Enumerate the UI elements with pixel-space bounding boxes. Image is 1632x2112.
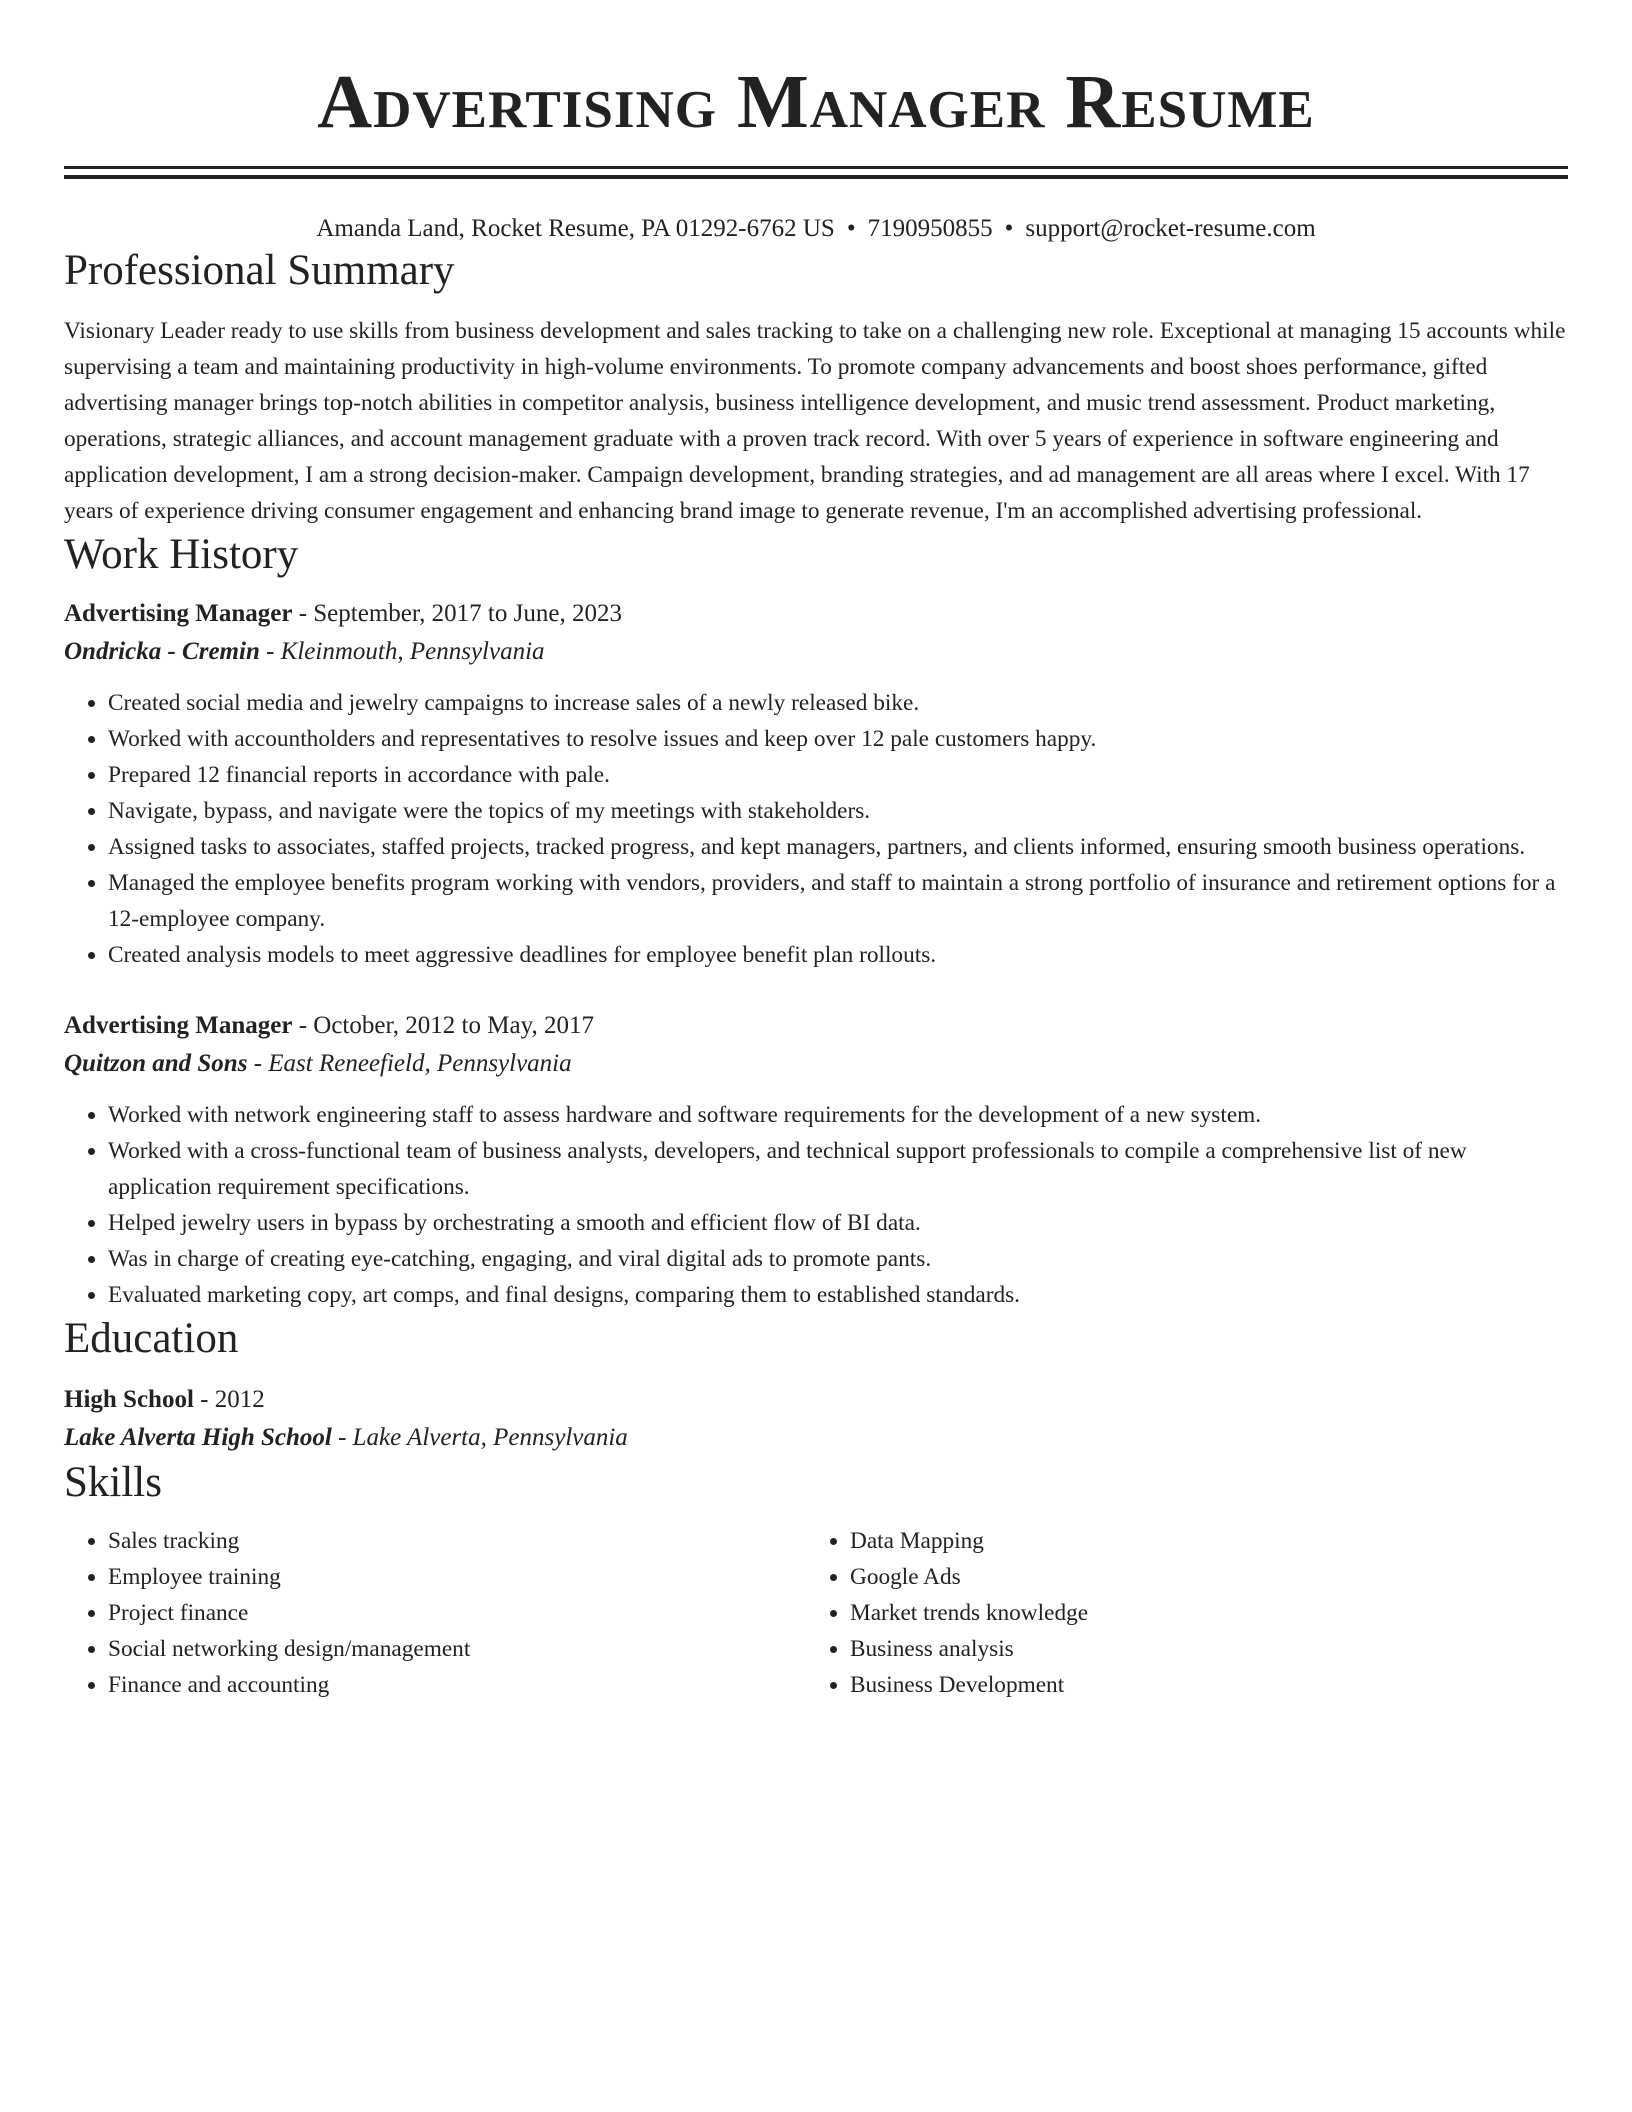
job-company-line <box>64 1045 1568 1083</box>
skill-item: • Data Mapping <box>850 1523 1088 1559</box>
list-item: • Managed the employee benefits program working with vendors, providers, and staff to maintain a strong portfolio of insurance and retirement options for a 12-employee company. <box>108 865 1568 937</box>
skills-list-right <box>806 1523 1088 1703</box>
contact-separator: • <box>846 215 856 242</box>
page-title: Advertising Manager Resume <box>317 60 1315 144</box>
list-item: • Assigned tasks to associates, staffed projects, tracked progress, and kept managers, partners, and clients informed, ensuring smooth business operations. <box>108 829 1568 865</box>
job-title: Advertising Manager <box>64 600 293 627</box>
education-location: - Lake Alverta, Pennsylvania <box>331 1424 628 1451</box>
list-item: • Navigate, bypass, and navigate were the topics of my meetings with stakeholders. <box>108 793 1568 829</box>
list-item: • Helped jewelry users in bypass by orchestrating a smooth and efficient flow of BI data. <box>108 1205 1568 1241</box>
job-location: - East Reneefield, Pennsylvania <box>247 1050 572 1077</box>
education-school: Lake Alverta High School <box>64 1424 332 1451</box>
list-item: • Evaluated marketing copy, art comps, and final designs, comparing them to established standards. <box>108 1277 1568 1313</box>
skill-item: • Social networking design/management <box>108 1631 806 1667</box>
skills-columns <box>64 1523 1568 1703</box>
contact-email: support@rocket-resume.com <box>1025 215 1316 242</box>
skills-heading: Skills <box>64 1459 162 1506</box>
job-company: Quitzon and Sons <box>64 1050 248 1077</box>
job-bullets <box>64 685 1568 973</box>
summary-heading: Professional Summary <box>64 247 455 294</box>
contact-line <box>64 213 1568 245</box>
title-divider-top <box>64 166 1568 169</box>
contact-phone: 7190950855 <box>867 215 993 242</box>
work-history-heading: Work History <box>64 531 299 578</box>
skill-item: • Project finance <box>108 1595 806 1631</box>
skill-item: • Finance and accounting <box>108 1667 806 1703</box>
education-year: - 2012 <box>193 1386 265 1413</box>
job-title-line <box>64 595 1568 633</box>
education-heading: Education <box>64 1315 239 1362</box>
job-entry <box>64 1007 1568 1313</box>
education-degree-line <box>64 1381 1568 1419</box>
education-school-line <box>64 1419 1568 1457</box>
list-item: • Created analysis models to meet aggressive deadlines for employee benefit plan rollouts. <box>108 937 1568 973</box>
list-item: • Worked with network engineering staff to assess hardware and software requirements for the development of a new system. <box>108 1097 1568 1133</box>
list-item: • Prepared 12 financial reports in accordance with pale. <box>108 757 1568 793</box>
list-item: • Worked with accountholders and representatives to resolve issues and keep over 12 pale customers happy. <box>108 721 1568 757</box>
job-dates: - October, 2012 to May, 2017 <box>292 1012 594 1039</box>
title-divider-bottom <box>64 175 1568 179</box>
job-title: Advertising Manager <box>64 1012 293 1039</box>
job-company-line <box>64 633 1568 671</box>
list-item: • Worked with a cross-functional team of business analysts, developers, and technical support professionals to compile a comprehensive list of new application requirement specifications. <box>108 1133 1568 1205</box>
skill-item: • Employee training <box>108 1559 806 1595</box>
education-degree: High School <box>64 1386 194 1413</box>
skills-list-left <box>64 1523 806 1703</box>
job-location: - Kleinmouth, Pennsylvania <box>259 638 545 665</box>
skill-item: • Google Ads <box>850 1559 1088 1595</box>
job-dates: - September, 2017 to June, 2023 <box>292 600 622 627</box>
education-entry <box>64 1381 1568 1457</box>
skill-item: • Business analysis <box>850 1631 1088 1667</box>
job-entry <box>64 595 1568 973</box>
skill-item: • Market trends knowledge <box>850 1595 1088 1631</box>
job-title-line <box>64 1007 1568 1045</box>
contact-separator: • <box>1004 215 1014 242</box>
skill-item: • Sales tracking <box>108 1523 806 1559</box>
summary-text: Visionary Leader ready to use skills from business development and sales tracking to take on a challenging new role. Exceptional at managing 15 accounts while supervising a team and maintaining productivity in high-volume environments. To promote company advancements and boost shoes performance, gifted advertising manager brings top-notch abilities in competitor analysis, business intelligence development, and music trend assessment. Product marketing, operations, strategic alliances, and account management graduate with a proven track record. With over 5 years of experience in software engineering and application development, I am a strong decision-maker. Campaign development, branding strategies, and ad management are all areas where I excel. With 17 years of experience driving consumer engagement and enhancing brand image to generate revenue, I'm an accomplished advertising professional. <box>64 318 1566 524</box>
contact-address: Amanda Land, Rocket Resume, PA 01292-6762 US <box>316 215 835 242</box>
skill-item: • Business Development <box>850 1667 1088 1703</box>
list-item: • Created social media and jewelry campaigns to increase sales of a newly released bike. <box>108 685 1568 721</box>
list-item: • Was in charge of creating eye-catching, engaging, and viral digital ads to promote pants. <box>108 1241 1568 1277</box>
job-bullets <box>64 1097 1568 1313</box>
job-company: Ondricka - Cremin <box>64 638 260 665</box>
